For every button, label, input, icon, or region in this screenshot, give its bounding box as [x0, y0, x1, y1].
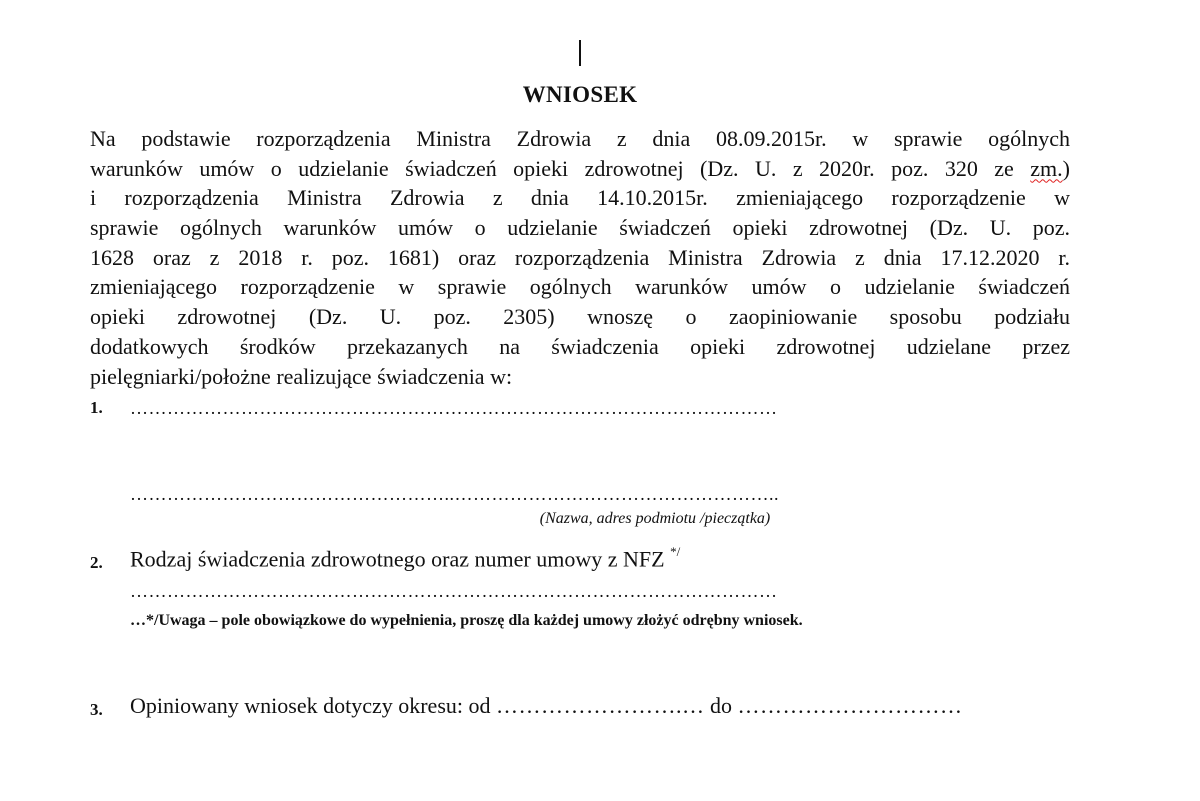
paragraph-line: dodatkowych środków przekazanych na świadczenia opieki zdrowotnej udzielane przez [90, 333, 1070, 359]
item-2-footnote-marker: */ [670, 544, 681, 559]
paragraph-line-text: warunków umów o udzielanie świadczeń opieki zdrowotnej (Dz. U. z 2020r. poz. 320 ze [90, 155, 1031, 181]
misspelled-word[interactable]: zm. [1030, 155, 1063, 181]
paragraph-line: sprawie ogólnych warunków umów o udzielanie świadczeń opieki zdrowotnej (Dz. U. poz. [90, 215, 1070, 241]
paragraph-line: zmieniającego rozporządzenie w sprawie ogólnych warunków umów o udzielanie świadczeń [90, 274, 1070, 300]
item-2-note: …*/Uwaga – pole obowiązkowe do wypełnienia, proszę dla każdej umowy złożyć odrębny wniosek. [130, 612, 803, 629]
item-2-label-text: Rodzaj świadczenia zdrowotnego oraz numer umowy z NFZ [130, 546, 671, 572]
request-paragraph [90, 124, 1070, 391]
item-3-number: 3. [90, 700, 103, 719]
item-2-contract-field[interactable]: …………………………………………………………………………………………… [130, 581, 778, 601]
document-title: WNIOSEK [522, 82, 638, 107]
period-to-field[interactable]: ………………………… [737, 693, 963, 718]
paragraph-line: i rozporządzenia Ministra Zdrowia z dnia 14.10.2015r. zmieniającego rozporządzenie w [90, 185, 1070, 211]
paragraph-line [90, 154, 1070, 184]
item-1-entity-field-continued[interactable]: ……………………………………………..…………………………………………….. [130, 484, 779, 504]
item-1-entity-field[interactable]: …………………………………………………………………………………………… [130, 398, 778, 418]
item-2-number: 2. [90, 553, 103, 572]
item-1-number: 1. [90, 398, 103, 417]
item-3-label: Opiniowany wniosek dotyczy okresu: od [130, 693, 496, 718]
item-2-label [130, 546, 680, 572]
paragraph-line: Na podstawie rozporządzenia Ministra Zdrowia z dnia 08.09.2015r. w sprawie ogólnych [90, 126, 1070, 151]
paragraph-line-text: ) [1062, 155, 1070, 181]
item-1-caption: (Nazwa, adres podmiotu /pieczątka) [539, 510, 771, 527]
item-3-line [130, 693, 963, 719]
paragraph-line: 1628 oraz z 2018 r. poz. 1681) oraz rozporządzenia Ministra Zdrowia z dnia 17.12.2020 r. [90, 244, 1070, 270]
paragraph-line: pielęgniarki/położne realizujące świadczenia w: [90, 363, 513, 389]
period-from-field[interactable]: …………………….… [496, 693, 705, 718]
text-cursor [579, 40, 581, 66]
item-3-to-label: do [704, 693, 738, 718]
paragraph-line: opieki zdrowotnej (Dz. U. poz. 2305) wnoszę o zaopiniowanie sposobu podziału [90, 304, 1070, 330]
